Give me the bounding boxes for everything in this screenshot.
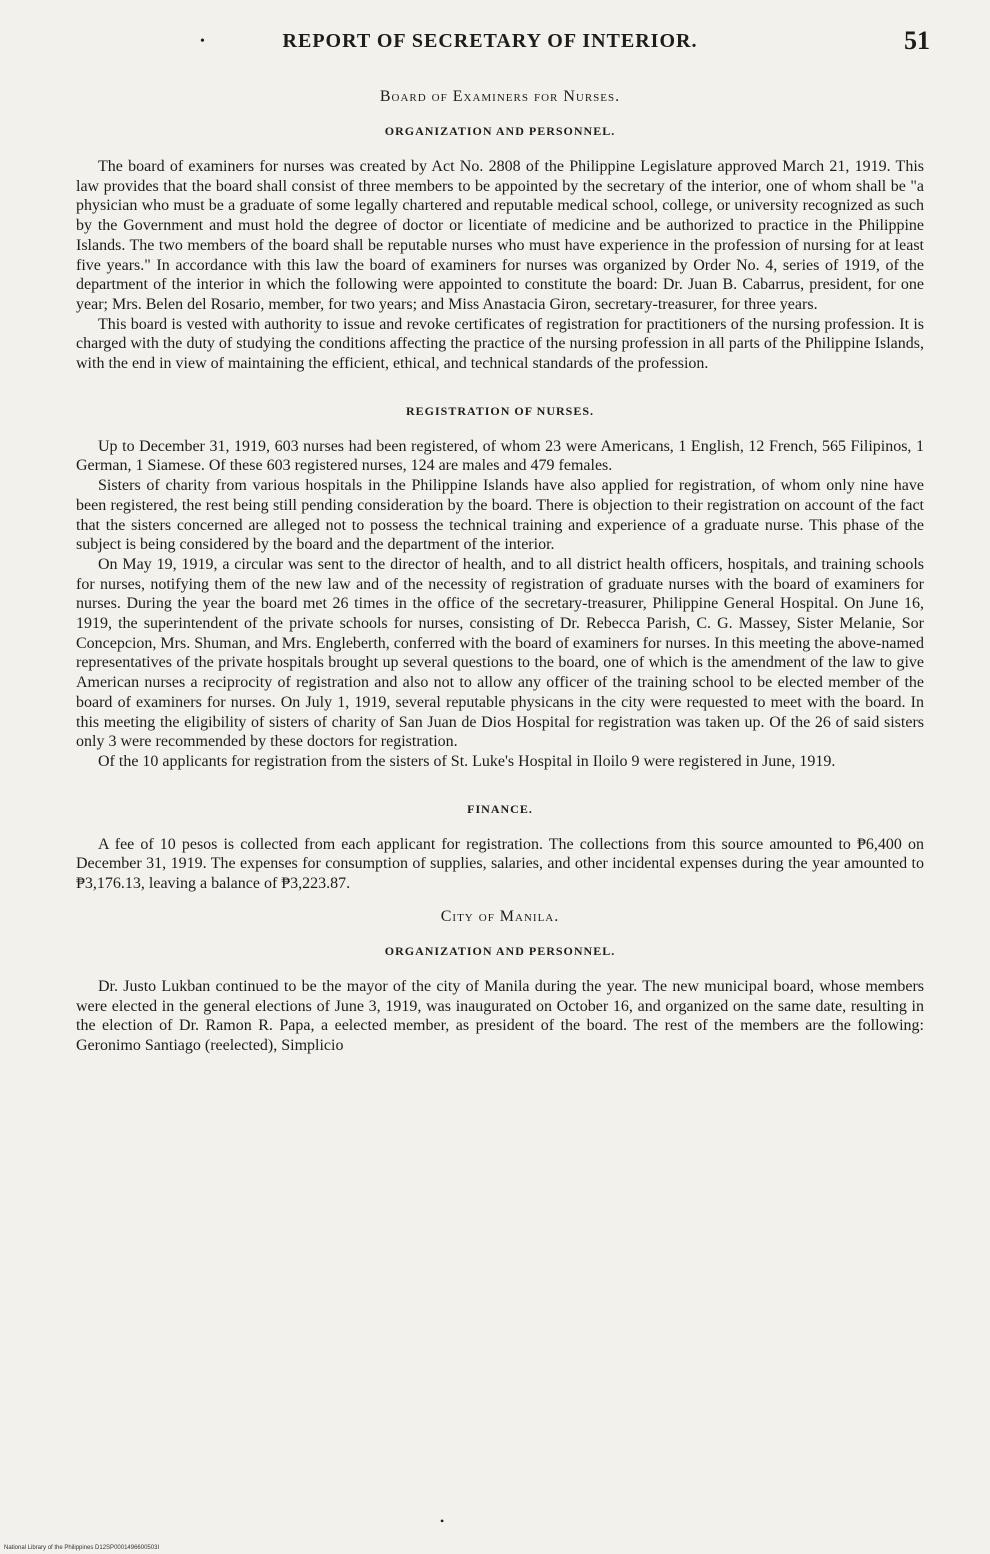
org-paragraph-2: This board is vested with authority to issue and revoke certificates of registration for practitioners of the nursing profession. It is charged with the duty of studying the conditions affecting the practice of the nursing profession in all parts of the Philippine Islands, with the end in view of maintaining the efficient, ethical, and technical standards of the profession. (76, 315, 924, 373)
finance-paragraph: A fee of 10 pesos is collected from each applicant for registration. The collections from this source amounted to ₱6,400 on December 31, 1919. The expenses for consumption of supplies, salaries, and other incidental expenses during the year amounted to ₱3,176.13, leaving a balance of ₱3,223.87. (76, 835, 924, 893)
registration-heading: REGISTRATION OF NURSES. (405, 403, 595, 418)
finance-heading: FINANCE. (467, 801, 533, 816)
header-bullet: • (200, 34, 205, 49)
page-number: 51 (904, 26, 930, 55)
board-title: Board of Examiners for Nurses. (379, 88, 621, 105)
org-paragraph-1: The board of examiners for nurses was created by Act No. 2808 of the Philippine Legislature approved March 21, 1919. This law provides that the board shall consist of three members to be appointed by the secretary of the interior, one of whom shall be "a physician who must be a graduate of some legally chartered and reputable medical school, college, or university recognized as such by the Government and must hold the degree of doctor or licentiate of medicine and be authorized to practice in the Philippine Islands. The two members of the board shall be reputable nurses who must have experience in the profession of nursing for at least five years." In accordance with this law the board of examiners for nurses was organized by Order No. 4, series of 1919, of the department of the interior in which the following were appointed to constitute the board: Dr. Juan B. Cabarrus, president, for one year; Mrs. Belen del Rosario, member, for two years; and Miss Anastacia Giron, secretary-treasurer, for three years. (76, 158, 924, 313)
manila-title: City of Manila. (440, 907, 560, 925)
registration-paragraph-1: Up to December 31, 1919, 603 nurses had been registered, of whom 23 were Americans, 1 English, 12 French, 565 Filipinos, 1 German, 1 Siamese. Of these 603 registered nurses, 124 are males and 479 females. (76, 437, 924, 475)
bottom-mark: • (440, 1514, 445, 1528)
scan-footer: National Library of the Philippines D12SP0001496600503I (4, 1545, 160, 1551)
page-body (76, 88, 924, 1056)
manila-org-heading: ORGANIZATION AND PERSONNEL. (384, 943, 616, 958)
registration-paragraph-2: Sisters of charity from various hospitals in the Philippine Islands have also applied for registration, of whom only nine have been registered, the rest being still pending consideration by the board. There is objection to their registration on account of the fact that the sisters concerned are alleged not to possess the technical training and experience of a graduate nurse. This phase of the subject is being considered by the board and the department of the interior. (76, 477, 924, 554)
manila-paragraph: Dr. Justo Lukban continued to be the mayor of the city of Manila during the year. The new municipal board, whose members were elected in the general elections of June 3, 1919, was inaugurated on October 16, and organized on the same date, resulting in the election of Dr. Ramon R. Papa, a eelected member, as president of the board. The rest of the members are the following: Geronimo Santiago (reelected), Simplicio (76, 977, 924, 1054)
registration-paragraph-3: On May 19, 1919, a circular was sent to the director of health, and to all district health officers, hospitals, and training schools for nurses, notifying them of the new law and of the necessity of registration of graduate nurses with the board of examiners for nurses. During the year the board met 26 times in the office of the secretary-treasurer, Philippine General Hospital. On June 16, 1919, the superintendent of the private schools for nurses, consisting of Dr. Rebecca Parish, C. G. Massey, Sister Melanie, Sor Concepcion, Mrs. Shuman, and Mrs. Engleberth, conferred with the board of examiners for nurses. In this meeting the above-named representatives of the private hospitals brought up several questions to the board, one of which is the amendment of the law to give American nurses a reciprocity of registration and also not to allow any officer of the training school to be elected member of the board of examiners for nurses. On July 1, 1919, several reputable physicans in the city were requested to meet with the board. In this meeting the eligibility of sisters of charity of San Juan de Dios Hospital for registration was taken up. Of the 26 of said sisters only 3 were recommended by these doctors for registration. (76, 555, 924, 751)
running-head: REPORT OF SECRETARY OF INTERIOR. (282, 30, 698, 52)
org-heading: ORGANIZATION AND PERSONNEL. (384, 124, 616, 138)
registration-paragraph-4: Of the 10 applicants for registration from the sisters of St. Luke's Hospital in Iloilo 9 were registered in June, 1919. (98, 752, 836, 770)
